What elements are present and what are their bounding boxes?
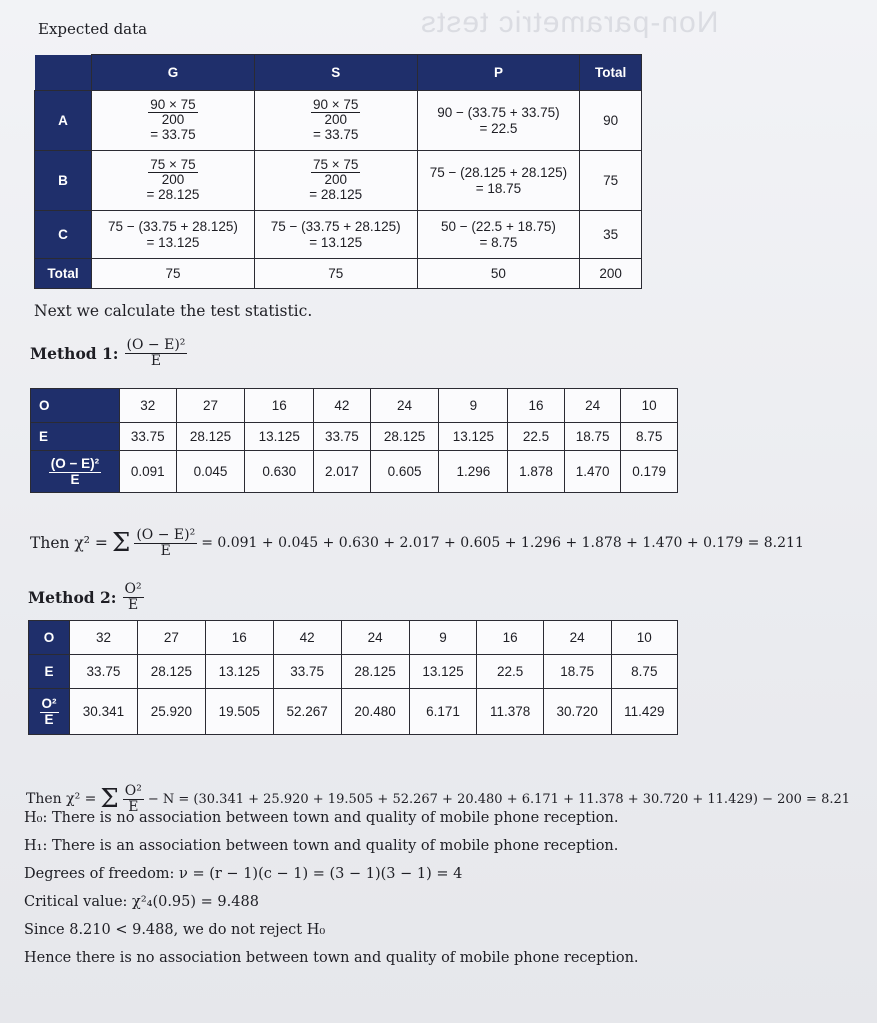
method1-formula: $\frac{\text{(O − E)²}}{E}$ <box>126 337 186 369</box>
m2-cell-e-8: 18.75 <box>543 655 611 689</box>
since-statement: Since 8.210 < 9.488, we do not reject H₀ <box>24 922 326 938</box>
corner-cell <box>35 55 92 91</box>
m1-cell-e-1: 33.75 <box>120 423 177 451</box>
method1-label-row <box>30 338 187 368</box>
m1-cell-e-5: 28.125 <box>370 423 439 451</box>
m1-cell-r-2: 0.045 <box>176 451 245 493</box>
method2-result-label: $\frac{\text{O²}}{E}$ <box>29 689 70 735</box>
row-label-c: C <box>35 211 92 259</box>
row-label-a: A <box>35 91 92 151</box>
method1-then-line <box>30 528 804 558</box>
method2-e-label: E <box>29 655 70 689</box>
m2-cell-o-5: 24 <box>341 621 409 655</box>
expected-data-table <box>34 54 642 289</box>
m2-cell-r-2: 25.920 <box>137 689 205 735</box>
m2-cell-r-9: 11.429 <box>611 689 677 735</box>
total-s: 75 <box>254 259 417 289</box>
m1-cell-r-5: 0.605 <box>370 451 439 493</box>
m1-cell-e-3: 13.125 <box>245 423 314 451</box>
cell-c-p: 50 − (22.5 + 18.75) = 8.75 <box>417 211 580 259</box>
m1-cell-r-3: 0.630 <box>245 451 314 493</box>
m2-cell-e-3: 13.125 <box>205 655 273 689</box>
m1-cell-r-4: 2.017 <box>314 451 371 493</box>
method2-o-label: O <box>29 621 70 655</box>
method2-then-frac: $\frac{\text{O²}}{E}$ <box>124 783 142 815</box>
m1-cell-r-9: 0.179 <box>621 451 678 493</box>
m1-cell-r-1: 0.091 <box>120 451 177 493</box>
method1-then-suffix: = 0.091 + 0.045 + 0.630 + 2.017 + 0.605 + 1.296 + 1.878 + 1.470 + 0.179 = 8.211 <box>201 535 804 552</box>
m2-cell-e-1: 33.75 <box>70 655 138 689</box>
critical-value: Critical value: χ²₄(0.95) = 9.488 <box>24 894 259 910</box>
m2-cell-o-3: 16 <box>205 621 273 655</box>
m2-cell-e-5: 28.125 <box>341 655 409 689</box>
m2-cell-r-5: 20.480 <box>341 689 409 735</box>
hypothesis-h1: H₁: There is an association between town and quality of mobile phone reception. <box>24 838 619 854</box>
method2-label: Method 2: <box>28 587 117 607</box>
hence-statement: Hence there is no association between town and quality of mobile phone reception. <box>24 950 639 966</box>
cell-b-s: $\frac{75 \times 75}{200}$ = 28.125 <box>254 151 417 211</box>
m2-cell-o-7: 16 <box>477 621 543 655</box>
m2-cell-o-2: 27 <box>137 621 205 655</box>
cell-b-g: $\frac{75 \times 75}{200}$ = 28.125 <box>92 151 255 211</box>
method1-table <box>30 388 678 493</box>
m1-cell-r-7: 1.878 <box>508 451 565 493</box>
method2-formula: $\frac{\text{O²}}{E}$ <box>124 581 142 613</box>
cell-c-total: 35 <box>580 211 642 259</box>
m1-cell-o-1: 32 <box>120 389 177 423</box>
method2-then-prefix: Then χ² = <box>26 791 97 808</box>
cell-a-s: $\frac{90 \times 75}{200}$ = 33.75 <box>254 91 417 151</box>
m2-cell-e-7: 22.5 <box>477 655 543 689</box>
total-p: 50 <box>417 259 580 289</box>
sigma-symbol: Σ <box>100 784 119 815</box>
method1-row-o <box>31 389 678 423</box>
m2-cell-r-8: 30.720 <box>543 689 611 735</box>
m1-cell-e-2: 28.125 <box>176 423 245 451</box>
method2-then-suffix: − N = (30.341 + 25.920 + 19.505 + 52.267 + 20.480 + 6.171 + 11.378 + 30.720 + 11.429) − 200 = 8.21 <box>147 791 851 807</box>
m1-cell-e-9: 8.75 <box>621 423 678 451</box>
m1-cell-e-7: 22.5 <box>508 423 565 451</box>
m1-cell-o-8: 24 <box>564 389 621 423</box>
m2-cell-e-2: 28.125 <box>137 655 205 689</box>
m2-cell-e-6: 13.125 <box>409 655 477 689</box>
row-label-total: Total <box>35 259 92 289</box>
method1-row-result <box>31 451 678 493</box>
sigma-symbol: Σ <box>111 528 131 559</box>
header-g: G <box>92 55 255 91</box>
m2-cell-r-4: 52.267 <box>273 689 341 735</box>
m1-cell-r-6: 1.296 <box>439 451 508 493</box>
m2-cell-r-1: 30.341 <box>70 689 138 735</box>
cell-c-g: 75 − (33.75 + 28.125) = 13.125 <box>92 211 255 259</box>
method2-table <box>28 620 678 735</box>
degrees-of-freedom: Degrees of freedom: ν = (r − 1)(c − 1) = (3 − 1)(3 − 1) = 4 <box>24 866 463 882</box>
m2-cell-r-7: 11.378 <box>477 689 543 735</box>
m1-cell-o-2: 27 <box>176 389 245 423</box>
m1-cell-o-5: 24 <box>370 389 439 423</box>
cell-a-total: 90 <box>580 91 642 151</box>
total-total: 200 <box>580 259 642 289</box>
m2-cell-o-8: 24 <box>543 621 611 655</box>
m1-cell-e-4: 33.75 <box>314 423 371 451</box>
watermark: Non-parametric tests <box>420 6 719 39</box>
method1-then-frac: $\frac{\text{(O − E)²}}{E}$ <box>136 527 196 559</box>
row-label-b: B <box>35 151 92 211</box>
m1-cell-e-6: 13.125 <box>439 423 508 451</box>
method1-then-prefix: Then χ² = <box>30 534 108 553</box>
m1-cell-o-6: 9 <box>439 389 508 423</box>
m1-cell-o-7: 16 <box>508 389 565 423</box>
m2-cell-r-3: 19.505 <box>205 689 273 735</box>
method2-row-o <box>29 621 678 655</box>
m1-cell-o-4: 42 <box>314 389 371 423</box>
method2-row-e <box>29 655 678 689</box>
m2-cell-o-1: 32 <box>70 621 138 655</box>
m2-cell-e-9: 8.75 <box>611 655 677 689</box>
cell-b-total: 75 <box>580 151 642 211</box>
method1-label: Method 1: <box>30 343 119 363</box>
total-g: 75 <box>92 259 255 289</box>
header-total: Total <box>580 55 642 91</box>
m1-cell-e-8: 18.75 <box>564 423 621 451</box>
m2-cell-r-6: 6.171 <box>409 689 477 735</box>
cell-a-g: $\frac{90 \times 75}{200}$ = 33.75 <box>92 91 255 151</box>
method2-row-result <box>29 689 678 735</box>
method2-label-row <box>28 582 144 612</box>
m1-cell-o-9: 10 <box>621 389 678 423</box>
m2-cell-o-6: 9 <box>409 621 477 655</box>
method1-e-label: E <box>31 423 120 451</box>
m1-cell-o-3: 16 <box>245 389 314 423</box>
header-p: P <box>417 55 580 91</box>
method1-row-e <box>31 423 678 451</box>
hypothesis-h0: H₀: There is no association between town and quality of mobile phone reception. <box>24 810 619 826</box>
m2-cell-o-4: 42 <box>273 621 341 655</box>
next-text: Next we calculate the test statistic. <box>34 302 313 320</box>
expected-data-heading: Expected data <box>38 20 148 38</box>
header-s: S <box>254 55 417 91</box>
method1-result-label: $\frac{\text{(O − E)²}}{E}$ <box>31 451 120 493</box>
cell-c-s: 75 − (33.75 + 28.125) = 13.125 <box>254 211 417 259</box>
m1-cell-r-8: 1.470 <box>564 451 621 493</box>
m2-cell-o-9: 10 <box>611 621 677 655</box>
method1-o-label: O <box>31 389 120 423</box>
cell-b-p: 75 − (28.125 + 28.125) = 18.75 <box>417 151 580 211</box>
m2-cell-e-4: 33.75 <box>273 655 341 689</box>
cell-a-p: 90 − (33.75 + 33.75) = 22.5 <box>417 91 580 151</box>
